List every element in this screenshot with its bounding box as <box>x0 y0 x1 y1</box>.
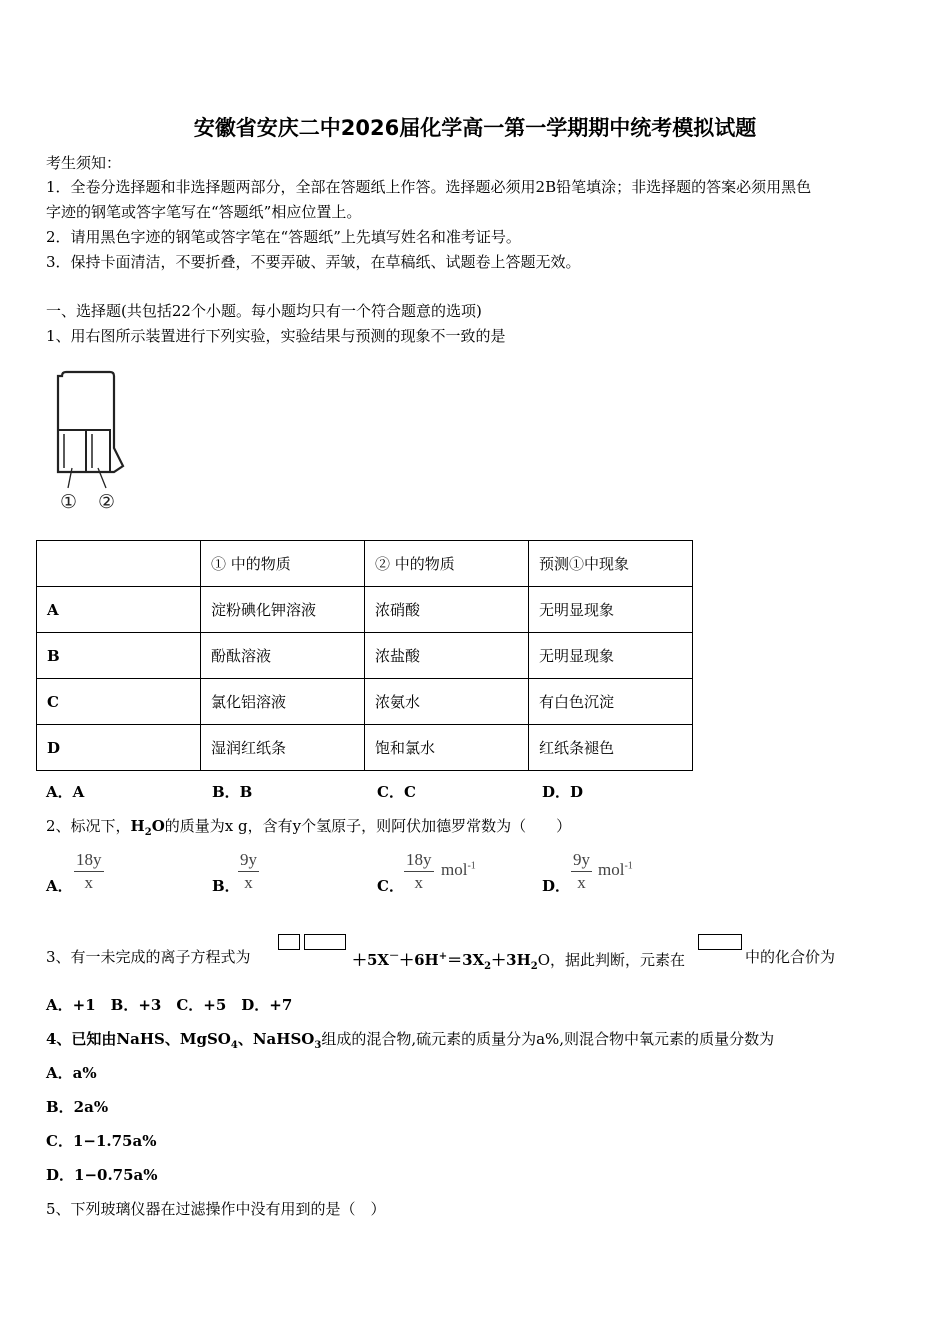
page-title: 安徽省安庆二中2026届化学高一第一学期期中统考模拟试题 <box>193 116 757 140</box>
q3-stem-part1: 3、有一未完成的离子方程式为 <box>46 948 251 966</box>
table-row: A 淀粉碘化钾溶液 浓硝酸 无明显现象 <box>37 587 693 633</box>
q1-option-a[interactable]: A．A <box>46 783 85 801</box>
notice-line-2: 2．请用黑色字迹的钢笔或答字笔在“答题纸”上先填写姓名和准考证号。 <box>46 228 521 246</box>
table-row: B 酚酞溶液 浓盐酸 无明显现象 <box>37 633 693 679</box>
notice-line-1a: 1．全卷分选择题和非选择题两部分，全部在答题纸上作答。选择题必须用2B铅笔填涂；非选择题的答案必须用黑色 <box>46 178 812 196</box>
table-header-cell: 预测①中现象 <box>529 541 693 587</box>
figure-label-1: ① <box>60 491 78 513</box>
notice-heading: 考生须知： <box>46 154 122 172</box>
notice-line-3: 3．保持卡面清洁，不要折叠，不要弄破、弄皱，在草稿纸、试题卷上答题无效。 <box>46 253 581 271</box>
q2-option-b-letter[interactable]: B． <box>212 877 240 895</box>
table-row: C 氯化铝溶液 浓氨水 有白色沉淀 <box>37 679 693 725</box>
q2-option-d-unit: mol$^{-1}$ <box>598 860 633 879</box>
q2-option-c-fraction: $\frac{18y}{x}$ <box>406 850 432 892</box>
q1-option-d[interactable]: D．D <box>542 783 584 801</box>
apparatus-figure <box>48 368 134 514</box>
q2-option-a-letter[interactable]: A． <box>46 877 73 895</box>
q4-stem: 4、已知由NaHS、MgSO$_4$、NaHSO$_3$组成的混合物,硫元素的质量分为a%,则混合物中氧元素的质量分数为 <box>46 1030 775 1051</box>
q3-options[interactable]: A．+1 B．+3 C．+5 D．+7 <box>46 996 293 1014</box>
q4-option-b[interactable]: B．2a% <box>46 1098 109 1116</box>
q2-option-c-unit: mol$^{-1}$ <box>441 860 476 879</box>
q5-stem: 5、下列玻璃仪器在过滤操作中没有用到的是（ ） <box>46 1200 386 1218</box>
q3-blank-box-3 <box>698 934 742 950</box>
q4-option-c[interactable]: C．1−1.75a% <box>46 1132 157 1150</box>
q4-option-a[interactable]: A．a% <box>46 1064 97 1082</box>
q2-option-b-fraction: $\frac{9y}{x}$ <box>240 850 257 892</box>
table-header-cell: ① 中的物质 <box>201 541 365 587</box>
q2-option-d-letter[interactable]: D． <box>542 877 571 895</box>
q2-option-c-letter[interactable]: C． <box>377 877 404 895</box>
q1-stem: 1、用右图所示装置进行下列实验，实验结果与预测的现象不一致的是 <box>46 327 506 345</box>
q1-option-c[interactable]: C．C <box>377 783 416 801</box>
q3-stem-part3: 中的化合价为 <box>745 948 836 966</box>
figure-label-2: ② <box>98 491 116 513</box>
q3-blank-box-2 <box>304 934 346 950</box>
table-header-cell: ② 中的物质 <box>365 541 529 587</box>
q1-option-b[interactable]: B．B <box>212 783 253 801</box>
table-header-cell <box>37 541 201 587</box>
q3-blank-box-1 <box>278 934 300 950</box>
section-heading: 一、选择题(共包括22个小题。每小题均只有一个符合题意的选项) <box>46 302 482 320</box>
table-row: D 湿润红纸条 饱和氯水 红纸条褪色 <box>37 725 693 771</box>
notice-line-1b: 字迹的钢笔或答字笔写在“答题纸”相应位置上。 <box>46 203 362 221</box>
beaker-outline <box>58 430 110 472</box>
q2-stem: 2、标况下，$H_2O$的质量为x g，含有y个氢原子，则阿伏加德罗常数为（ ） <box>46 817 572 838</box>
q1-table <box>36 540 693 771</box>
q3-equation: $+5X^-+6H^+=3X_2+3H_2O$，据此判断，元素在 <box>352 951 686 972</box>
q4-option-d[interactable]: D．1−0.75a% <box>46 1166 158 1184</box>
q2-option-a-fraction: $\frac{18y}{x}$ <box>76 850 102 892</box>
glass-cover <box>58 372 123 472</box>
table-header-row <box>37 541 693 587</box>
q2-option-d-fraction: $\frac{9y}{x}$ <box>573 850 590 892</box>
